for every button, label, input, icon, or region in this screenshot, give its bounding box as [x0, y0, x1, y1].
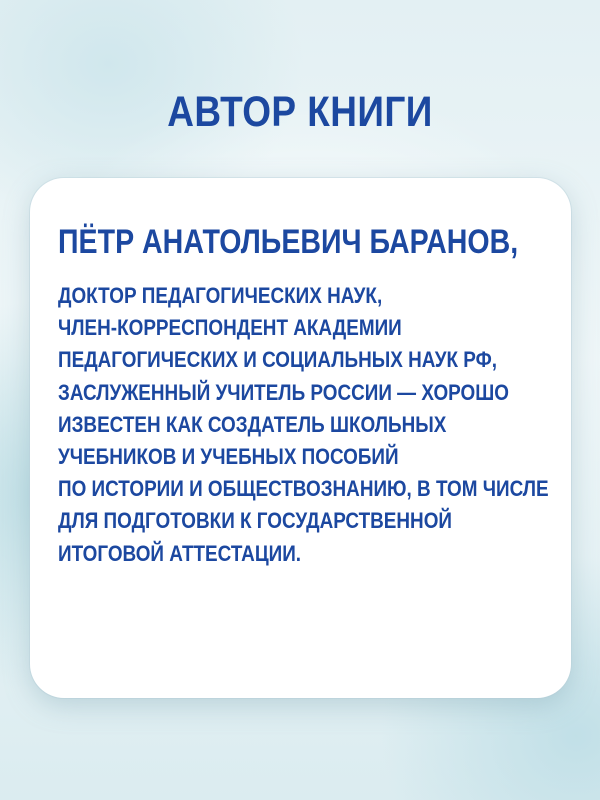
bio-line: ЧЛЕН-КОРРЕСПОНДЕНТ АКАДЕМИИ — [58, 315, 402, 341]
bio-line: ПЕДАГОГИЧЕСКИХ И СОЦИАЛЬНЫХ НАУК РФ, — [58, 347, 497, 373]
bio-line: ПО ИСТОРИИ И ОБЩЕСТВОЗНАНИЮ, В ТОМ ЧИСЛЕ — [58, 476, 549, 502]
page-title: АВТОР КНИГИ — [167, 88, 433, 136]
bio-line: УЧЕБНИКОВ И УЧЕБНЫХ ПОСОБИЙ — [58, 444, 399, 470]
author-name: ПЁТР АНАТОЛЬЕВИЧ БАРАНОВ, — [58, 223, 519, 261]
bio-line: ДОКТОР ПЕДАГОГИЧЕСКИХ НАУК, — [58, 283, 383, 308]
author-card — [30, 178, 571, 698]
author-card-content — [58, 218, 549, 570]
bio-line: ДЛЯ ПОДГОТОВКИ К ГОСУДАРСТВЕННОЙ — [58, 508, 452, 534]
bio-line: ИТОГОВОЙ АТТЕСТАЦИИ. — [58, 540, 302, 566]
author-bio — [58, 280, 549, 570]
bio-line: ИЗВЕСТЕН КАК СОЗДАТЕЛЬ ШКОЛЬНЫХ — [58, 411, 447, 437]
bio-line: ЗАСЛУЖЕННЫЙ УЧИТЕЛЬ РОССИИ — ХОРОШО — [58, 379, 509, 405]
